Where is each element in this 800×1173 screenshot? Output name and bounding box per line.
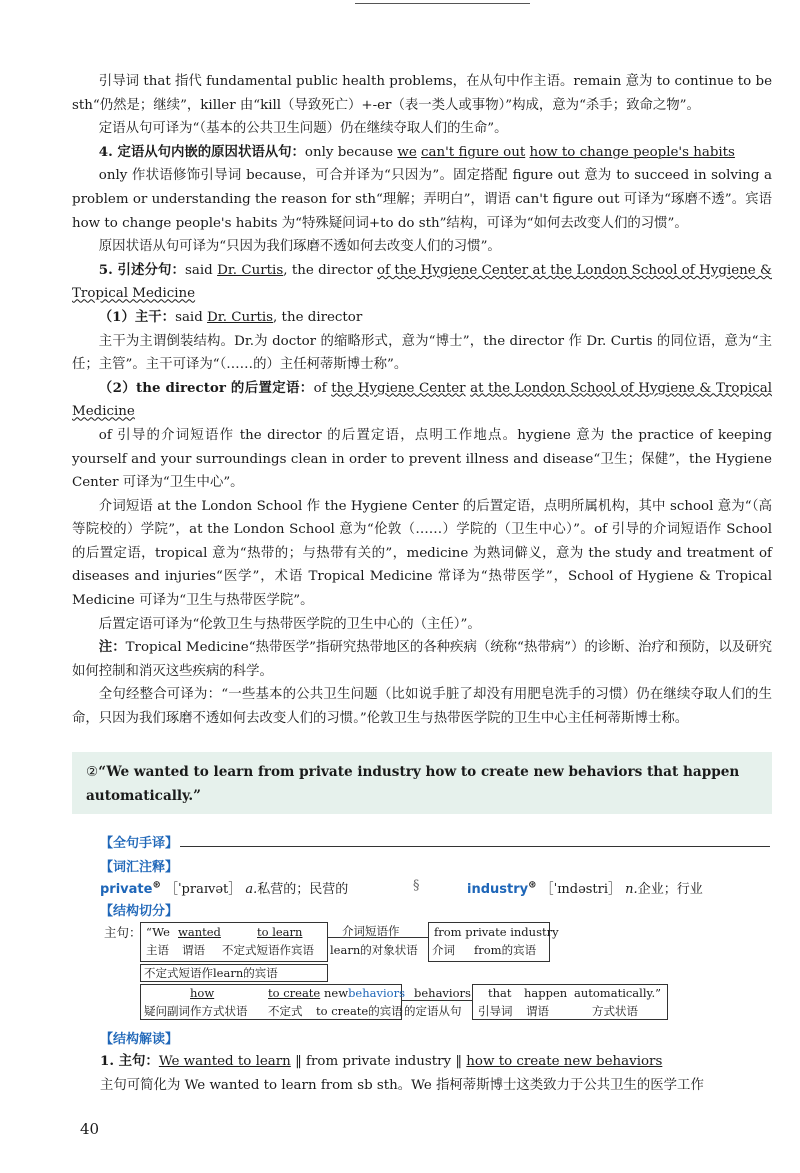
label-create-obj: to create的宾语 (316, 1004, 403, 1018)
section-translate: 【全句手译】 (100, 836, 179, 851)
section-analysis: 【结构解读】 (100, 1032, 179, 1047)
word-that: that (488, 986, 512, 1000)
paragraph: only 作状语修饰引导词 because，可合并译为“只因为”。固定搭配 figure out 意为 to succeed in solving a problem or understanding the reason for sth“理解；弄明白”，谓语 can't figure out 可译为“琢磨不透”。宾语 how to change people's habits 为“特殊疑问词+to do sth”结构，可译为“如何去改变人们的习惯”。 (72, 168, 772, 231)
word-happen: happen (524, 986, 568, 1000)
label-inf: 不定式 (268, 1004, 303, 1018)
explanation-text (72, 70, 772, 731)
label-beh-relative: 的定语从句 (404, 1004, 462, 1018)
label-learn-object: 不定式短语作learn的宾语 (144, 966, 278, 980)
vocab-separator: § (413, 878, 420, 893)
top-rule (355, 0, 530, 4)
paragraph: 后置定语可译为“伦敦卫生与热带医学院的卫生中心的（主任）”。 (98, 616, 481, 632)
label-predicate-2: 谓语 (526, 1004, 549, 1018)
translation-blank-line[interactable] (180, 832, 770, 847)
sentence-text: “We wanted to learn from private industry how to create new behaviors that happen automatically.” (86, 764, 740, 804)
label-learn-adverbial: learn的对象状语 (330, 943, 418, 957)
subheading-2: （2）the director 的后置定语：of the Hygiene Center at the London School of Hygiene & Tropical Medicine (72, 379, 773, 420)
paragraph: 引导词 that 指代 fundamental public health problems，在从句中作主语。remain 意为 to continue to be sth“仍然是；继续”，killer 由“kill（导致死亡）+-er（表一类人或事物）”构成，意为“杀手；致命之物”。 (72, 74, 772, 113)
label-manner: 方式状语 (592, 1004, 638, 1018)
subheading-1: （1）主干：said Dr. Curtis, the director (98, 308, 363, 325)
word-we: “We (146, 925, 170, 939)
page-number: 40 (80, 1120, 100, 1138)
word-tocreate: to create (268, 986, 321, 1000)
label-from-obj: from的宾语 (474, 943, 537, 957)
full-translation: 全句经整合可译为：“一些基本的公共卫生问题（比如说手脏了却没有用肥皂洗手的习惯）仍在继续夺取人们的生命，只因为我们琢磨不透如何去改变人们的习惯。”伦敦卫生与热带医学院的卫生中心主任柯蒂斯博士称。 (72, 687, 772, 727)
analysis-heading-1: 1. 主句：We wanted to learn ‖ from private industry ‖ how to create new behaviors (100, 1053, 663, 1069)
paragraph: of 引导的介词短语作 the director 的后置定语，点明工作地点。hygiene 意为 the practice of keeping yourself and your surroundings clean in order to prevent illness and disease“卫生；保健”，the Hygiene Center 可译为“卫生中心”。 (72, 427, 772, 491)
label-predicate: 谓语 (182, 943, 205, 957)
vocab-entry-private: private⊛ ［ˈpraɪvət］ a.私营的；民营的 (100, 879, 349, 897)
word-behaviors: behaviors (414, 986, 471, 1000)
example-sentence-box (72, 752, 772, 814)
paragraph: 定语从句可译为“（基本的公共卫生问题）仍在继续夺取人们的生命”。 (98, 121, 508, 137)
word-how: how (190, 986, 215, 1000)
label-relative: 引导词 (478, 1004, 513, 1018)
arrow-line (402, 1000, 472, 1001)
paragraph: 主干为主谓倒装结构。Dr.为 doctor 的缩略形式，意为“博士”，the director 作 Dr. Curtis 的同位语，意为“主任；主管”。主干可译为“（……的）主任柯蒂斯博士称”。 (72, 333, 772, 373)
label-subject: 主语 (146, 943, 169, 957)
section-vocab: 【词汇注释】 (100, 860, 179, 875)
word-from-pi: from private industry (434, 925, 559, 939)
word-tolearn: to learn (257, 925, 303, 939)
sentence-number: ② (86, 764, 99, 780)
heading-5: 5. 引述分句：said Dr. Curtis, the director of the Hygiene Center at the London School of Hygiene & Tropical Medicine (72, 261, 772, 302)
section-struct: 【结构切分】 (100, 904, 179, 919)
label-how-role: 疑问副词作方式状语 (144, 1004, 248, 1018)
label-inf-object: 不定式短语作宾语 (222, 943, 314, 957)
word-automatically: automatically.” (574, 986, 662, 1000)
label-prep-phrase: 介词短语作 (342, 924, 400, 938)
analysis-paragraph: 主句可简化为 We wanted to learn from sb sth。We 指柯蒂斯博士这类致力于公共卫生的医学工作 (100, 1078, 704, 1093)
heading-4: 4. 定语从句内嵌的原因状语从句：only because we can't figure out how to change people's habits (98, 143, 735, 160)
note: 注：Tropical Medicine“热带医学”指研究热带地区的各种疾病（统称“热带病”）的诊断、治疗和预防，以及研究如何控制和消灭这些疾病的科学。 (72, 639, 772, 679)
structure-diagram (72, 920, 772, 1030)
paragraph: 原因状语从句可译为“只因为我们琢磨不透如何去改变人们的习惯”。 (98, 239, 501, 255)
vocab-entry-industry: industry⊛ ［ˈɪndəstri］ n.企业；行业 (467, 879, 703, 897)
paragraph: 介词短语 at the London School 作 the Hygiene Center 的后置定语，点明所属机构，其中 school 意为“（高等院校的）学院”，at the London School 意为“伦敦（……）学院的（卫生中心）”。of 引导的介词短语作 School 的后置定语，tropical 意为“热带的；与热带有关的”，medicine 为熟词僻义，意为 the study and treatment of diseases and injuries“医学”，术语 Tropical Medicine 常译为“热带医学”，School of Hygiene & Tropical Medicine 可译为“卫生与热带医学院”。 (72, 498, 772, 609)
word-new-behaviors: newbehaviors (324, 986, 405, 1000)
label-prep: 介词 (432, 943, 455, 957)
main-clause-label: 主句： (104, 925, 142, 940)
arrow-line (328, 937, 428, 938)
word-wanted: wanted (178, 925, 221, 939)
